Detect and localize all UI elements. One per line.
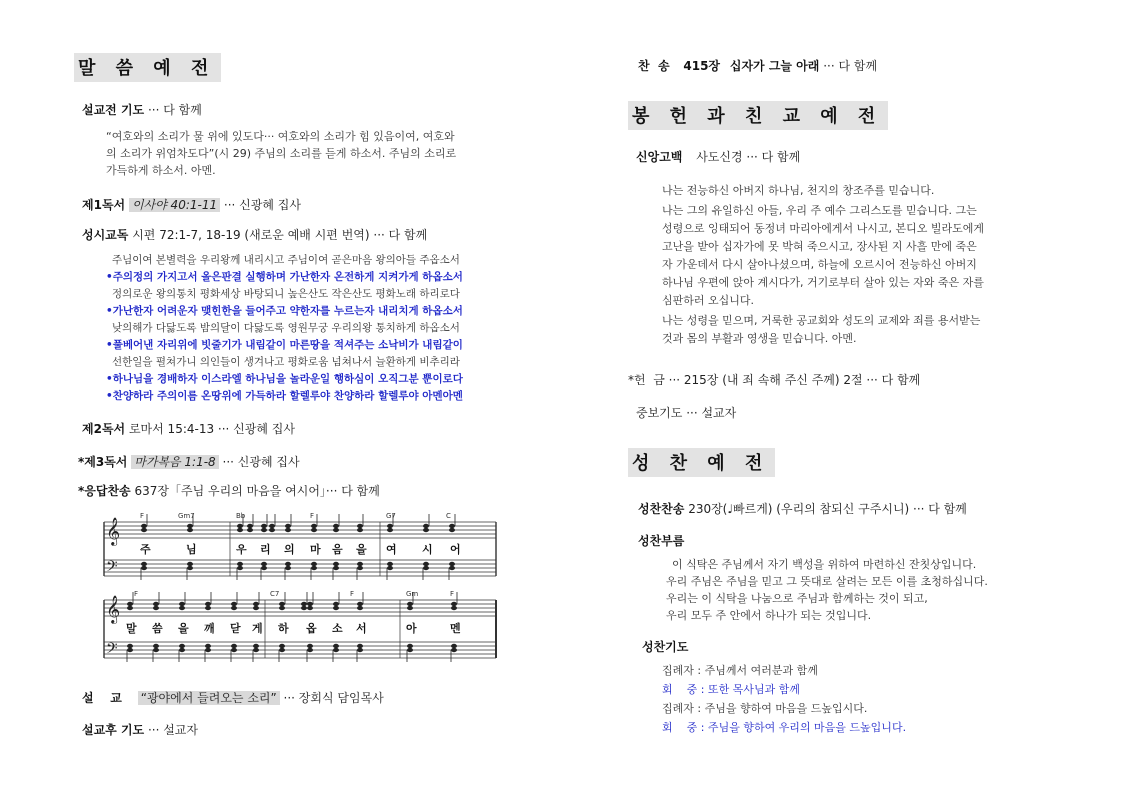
note-head [307, 602, 313, 606]
item-label: 설교전 기도 [82, 103, 145, 117]
prayer-line: “여호와의 소리가 물 위에 있도다··· 여호와의 소리가 힘 있음이여, 여호와 [106, 130, 455, 143]
note-head [285, 562, 291, 566]
psalm-line-response: •가난한자 어려운자 맺힌한을 들어주고 약한자를 누르는자 내리치게 하옵소서 [106, 305, 463, 317]
note-head [205, 602, 211, 606]
lyric-syllable: 서 [356, 622, 367, 635]
item-rest: ··· 설교자 [144, 723, 198, 737]
note-head [311, 562, 317, 566]
creed-line: 나는 전능하신 아버지 하나님, 천지의 창조주를 믿습니다. [662, 184, 935, 197]
note-head [205, 648, 211, 652]
congregation-line: 회 중 : 또한 목사님과 함께 [662, 683, 800, 696]
note-head [449, 562, 455, 566]
third-reading [78, 453, 300, 470]
note-head [127, 644, 133, 648]
intercession [636, 404, 736, 421]
note-head [153, 648, 159, 652]
note-head [301, 606, 307, 610]
note-head [141, 562, 147, 566]
note-head [253, 602, 259, 606]
psalm-line-response: •주의정의 가지고서 올은판결 실행하며 가난한자 온전하게 지켜가게 하옵소서 [106, 271, 463, 283]
note-head [231, 602, 237, 606]
note-head [187, 562, 193, 566]
leader-line: 집례자 : 주님을 향하여 마음을 드높입시다. [662, 702, 868, 715]
note-head [179, 606, 185, 610]
note-head [423, 528, 429, 532]
note-heads [127, 514, 457, 662]
note-head [387, 566, 393, 570]
note-head [269, 528, 275, 532]
offering [628, 371, 920, 388]
note-head [253, 606, 259, 610]
item-label: 중보기도 [636, 406, 683, 420]
creed-line: 심판하러 오십니다. [662, 294, 755, 307]
item-rest: ··· 다 함께 [144, 103, 202, 117]
note-head [127, 648, 133, 652]
note-head [387, 528, 393, 532]
invitation [638, 532, 684, 549]
chord-symbol: C7 [270, 590, 280, 598]
note-head [153, 644, 159, 648]
psalm-line: 낮의해가 다닳도록 밤의달이 다닳도록 영원무궁 우리의왕 통치하게 하옵소서 [112, 322, 460, 334]
note-head [451, 644, 457, 648]
note-head [279, 644, 285, 648]
hymn-title: 십자가 그늘 아래 [729, 59, 820, 73]
item-label: 찬 송 [638, 59, 670, 73]
note-head [231, 606, 237, 610]
note-head [449, 566, 455, 570]
creed-line: 나는 그의 유일하신 아들, 우리 주 예수 그리스도를 믿습니다. 그는 [662, 204, 977, 217]
lyric-syllable: 님 [186, 543, 197, 556]
item-label: 설 교 [82, 691, 122, 705]
note-head [179, 648, 185, 652]
note-head [247, 524, 253, 528]
invitation-line: 이 식탁은 주님께서 자기 백성을 위하여 마련하신 잔칫상입니다. [672, 558, 977, 571]
note-head [231, 644, 237, 648]
note-head [247, 528, 253, 532]
lyrics-bottom [126, 621, 461, 635]
item-label: *응답찬송 [78, 484, 131, 498]
lyric-syllable: 우 [236, 543, 247, 556]
note-head [387, 562, 393, 566]
invitation-text [666, 556, 1086, 624]
chord-symbol: F [450, 590, 455, 598]
note-head [285, 528, 291, 532]
note-head [357, 606, 363, 610]
item-rest: ··· 신광혜 집사 [218, 455, 300, 469]
creed-line: 성령으로 잉태되어 동정녀 마리아에게서 나시고, 본디오 빌라도에게 [662, 222, 985, 235]
lyric-syllable: 주 [140, 543, 151, 556]
note-head [423, 566, 429, 570]
treble-clef-icon: 𝄞 [106, 517, 121, 545]
note-head [449, 528, 455, 532]
item-rest: 로마서 15:4-13 ··· 신광혜 집사 [128, 422, 295, 436]
note-head [261, 528, 267, 532]
creed-text [662, 182, 1092, 348]
note-head [333, 566, 339, 570]
chord-symbol: G7 [386, 512, 396, 520]
note-head [301, 602, 307, 606]
note-head [333, 644, 339, 648]
note-head [333, 528, 339, 532]
lyric-syllable: 여 [386, 543, 397, 556]
note-head [141, 528, 147, 532]
lyrics-top [140, 542, 461, 556]
psalm-line: 정의로운 왕의통치 평화세상 바탕되니 높은산도 작은산도 평화노래 하리로다 [112, 288, 460, 300]
note-head [205, 644, 211, 648]
lyric-syllable: 마 [310, 543, 321, 556]
note-head [333, 606, 339, 610]
lyric-syllable: 하 [278, 622, 289, 635]
invitation-line: 우리 모두 주 안에서 하나가 되는 것입니다. [666, 609, 872, 622]
note-head [285, 524, 291, 528]
lyric-syllable: 씀 [152, 622, 163, 635]
item-rest: ··· 215장 (내 죄 속해 주신 주께) 2절 ··· 다 함께 [664, 373, 921, 387]
chord-symbol: F [310, 512, 315, 520]
invitation-line: 우리는 이 식탁을 나눔으로 주님과 함께하는 것이 되고, [666, 592, 928, 605]
right-page [566, 0, 1131, 800]
note-head [333, 524, 339, 528]
note-head [237, 528, 243, 532]
response-hymn [78, 482, 380, 499]
psalm-line-response: •풀베어낸 자리위에 빗줄기가 내림같이 마른땅을 적셔주는 소낙비가 내림같이 [106, 339, 463, 351]
chord-symbol: F [350, 590, 355, 598]
chord-symbol: F [134, 590, 139, 598]
chord-symbols-top [140, 512, 451, 520]
note-head [451, 648, 457, 652]
lyric-syllable: 의 [284, 543, 295, 556]
lyric-syllable: 아 [406, 622, 417, 635]
lyric-syllable: 게 [252, 622, 263, 635]
bass-clef-icon: 𝄢 [106, 640, 118, 661]
note-head [449, 524, 455, 528]
note-head [407, 644, 413, 648]
note-head [127, 606, 133, 610]
note-head [423, 524, 429, 528]
note-head [179, 602, 185, 606]
creed-line: 고난을 받아 십자가에 못 박혀 죽으시고, 장사된 지 사흘 만에 죽은 [662, 240, 977, 253]
section-title-eucharist: 성 찬 예 전 [628, 448, 775, 477]
section-title-word: 말 씀 예 전 [74, 53, 221, 82]
music-score [100, 508, 500, 668]
hymn-number: 415장 [683, 59, 721, 73]
note-head [407, 606, 413, 610]
note-head [141, 566, 147, 570]
note-head [307, 648, 313, 652]
item-label: 제2독서 [82, 422, 126, 436]
note-head [187, 566, 193, 570]
item-label: 신앙고백 [636, 150, 683, 164]
note-head [307, 606, 313, 610]
creed-line: 자 가운데서 다시 살아나셨으며, 하늘에 오르시어 전능하신 아버지 [662, 258, 977, 271]
note-head [179, 644, 185, 648]
psalm-line: 주님이여 본별력을 우리왕께 내리시고 주님이여 곧은마음 왕의아들 주옵소서 [112, 254, 460, 266]
creed-line: 나는 성령을 믿으며, 거룩한 공교회와 성도의 교제와 죄를 용서받는 [662, 314, 981, 327]
note-head [357, 602, 363, 606]
note-head [153, 602, 159, 606]
item-rest: 637장「주님 우리의 마음을 여시어」··· 다 함께 [134, 484, 380, 498]
prayer-line: 의 소리가 위엄차도다”(시 29) 주님의 소리를 듣게 하소서. 주님의 소리로 [106, 147, 457, 160]
item-label: *헌 금 [628, 373, 665, 387]
note-head [407, 602, 413, 606]
note-head [333, 602, 339, 606]
leader-line: 집례자 : 주님께서 여러분과 함께 [662, 664, 818, 677]
note-head [231, 648, 237, 652]
note-head [357, 562, 363, 566]
section-title-offering: 봉 헌 과 친 교 예 전 [628, 101, 888, 130]
chord-symbol: Gm [406, 590, 419, 598]
lyric-syllable: 시 [422, 543, 433, 556]
note-head [451, 602, 457, 606]
prayer-after-sermon [82, 721, 198, 738]
note-head [187, 524, 193, 528]
prayer-text [106, 128, 526, 179]
first-reading [82, 196, 301, 213]
lyric-syllable: 어 [450, 543, 461, 556]
note-head [407, 648, 413, 652]
item-rest: ··· 설교자 [682, 406, 737, 420]
note-head [237, 566, 243, 570]
note-head [279, 648, 285, 652]
note-head [205, 606, 211, 610]
psalm-text [106, 252, 526, 405]
item-label: 성찬기도 [642, 640, 689, 654]
creed-line: 하나님 우편에 앉아 계시다가, 거기로부터 살아 있는 자와 죽은 자를 [662, 276, 984, 289]
psalm-line-response: •찬양하라 주의이름 온땅위에 가득하라 할렐루야 찬양하라 할렐루야 아멘아멘 [106, 390, 463, 402]
note-head [187, 528, 193, 532]
lyric-syllable: 닫 [230, 622, 241, 635]
lyric-syllable: 을 [178, 622, 189, 635]
note-head [253, 648, 259, 652]
staff-lines [104, 522, 496, 658]
creed-line: 것과 몸의 부활과 영생을 믿습니다. 아멘. [662, 332, 857, 345]
note-head [423, 562, 429, 566]
note-head [261, 524, 267, 528]
lyric-syllable: 말 [126, 622, 137, 635]
psalm-reading [82, 226, 427, 243]
communion-prayer [642, 638, 688, 655]
note-head [153, 606, 159, 610]
item-label: 제1독서 [82, 198, 126, 212]
lyric-syllable: 음 [332, 543, 343, 556]
left-page [0, 0, 565, 800]
note-head [357, 524, 363, 528]
note-head [333, 648, 339, 652]
item-label: 성찬찬송 [638, 502, 685, 516]
note-head [311, 528, 317, 532]
clefs [106, 517, 120, 661]
note-head [311, 566, 317, 570]
note-head [311, 524, 317, 528]
communion-prayer-text [662, 661, 1092, 737]
note-head [237, 562, 243, 566]
scripture-ref: 마가복음 1:1-8 [131, 455, 218, 469]
item-rest: ··· 다 함께 [819, 59, 878, 73]
invitation-line: 우리 주님은 주님을 믿고 그 뜻대로 살려는 모든 이를 초청하십니다. [666, 575, 988, 588]
note-head [279, 606, 285, 610]
note-head [285, 566, 291, 570]
treble-clef-icon: 𝄞 [106, 595, 121, 623]
item-label: 설교후 기도 [82, 723, 145, 737]
note-head [261, 562, 267, 566]
item-label: 성시교독 [82, 228, 129, 242]
prayer-line: 가득하게 하소서. 아멘. [106, 164, 216, 177]
item-label: *제3독서 [78, 455, 128, 469]
item-rest: ··· 장회식 담임목사 [279, 691, 384, 705]
lyric-syllable: 옵 [306, 622, 317, 635]
psalm-line: 선한일을 펼쳐가니 의인들이 생겨나고 평화로움 넘쳐나서 늘환하게 비추리라 [112, 356, 460, 368]
item-rest: 230장(♩빠르게) (우리의 참되신 구주시니) ··· 다 함께 [684, 502, 967, 516]
note-head [279, 602, 285, 606]
note-head [357, 566, 363, 570]
note-head [237, 524, 243, 528]
note-head [261, 566, 267, 570]
second-reading [82, 420, 295, 437]
note-head [307, 644, 313, 648]
note-head [357, 644, 363, 648]
note-head [269, 524, 275, 528]
creed [636, 148, 800, 165]
note-head [253, 644, 259, 648]
item-rest: ··· 신광혜 집사 [220, 198, 301, 212]
chord-symbol: Gm7 [178, 512, 195, 520]
psalm-line-response: •하나님을 경배하자 이스라엘 하나님을 놀라운일 행하심이 오직그분 뿐이로다 [106, 373, 463, 385]
chord-symbols-bottom [134, 590, 454, 598]
lyric-syllable: 리 [260, 543, 271, 556]
lyric-syllable: 을 [356, 543, 367, 556]
chord-symbol: Bb [236, 512, 246, 520]
sermon [82, 689, 384, 706]
hymn [638, 57, 877, 74]
lyric-syllable: 깨 [204, 622, 215, 635]
chord-symbol: C [446, 512, 451, 520]
chord-symbol: F [140, 512, 145, 520]
note-head [357, 648, 363, 652]
lyric-syllable: 멘 [450, 622, 461, 635]
prayer-before-sermon [82, 101, 202, 118]
bass-clef-icon: 𝄢 [106, 558, 118, 579]
note-head [357, 528, 363, 532]
note-head [333, 562, 339, 566]
communion-hymn [638, 500, 967, 517]
item-rest: 사도신경 ··· 다 함께 [696, 150, 801, 164]
note-head [141, 524, 147, 528]
scripture-ref: 이사야 40:1-11 [129, 198, 220, 212]
note-head [451, 606, 457, 610]
lyric-syllable: 소 [332, 622, 343, 635]
item-rest: 시편 72:1-7, 18-19 (새로운 예배 시편 번역) ··· 다 함께 [132, 228, 428, 242]
congregation-line: 회 중 : 주님을 향하여 우리의 마음을 드높입니다. [662, 721, 907, 734]
note-head [127, 602, 133, 606]
note-head [387, 524, 393, 528]
sermon-title: “광야에서 들려오는 소리” [138, 691, 280, 705]
item-label: 성찬부름 [638, 534, 685, 548]
